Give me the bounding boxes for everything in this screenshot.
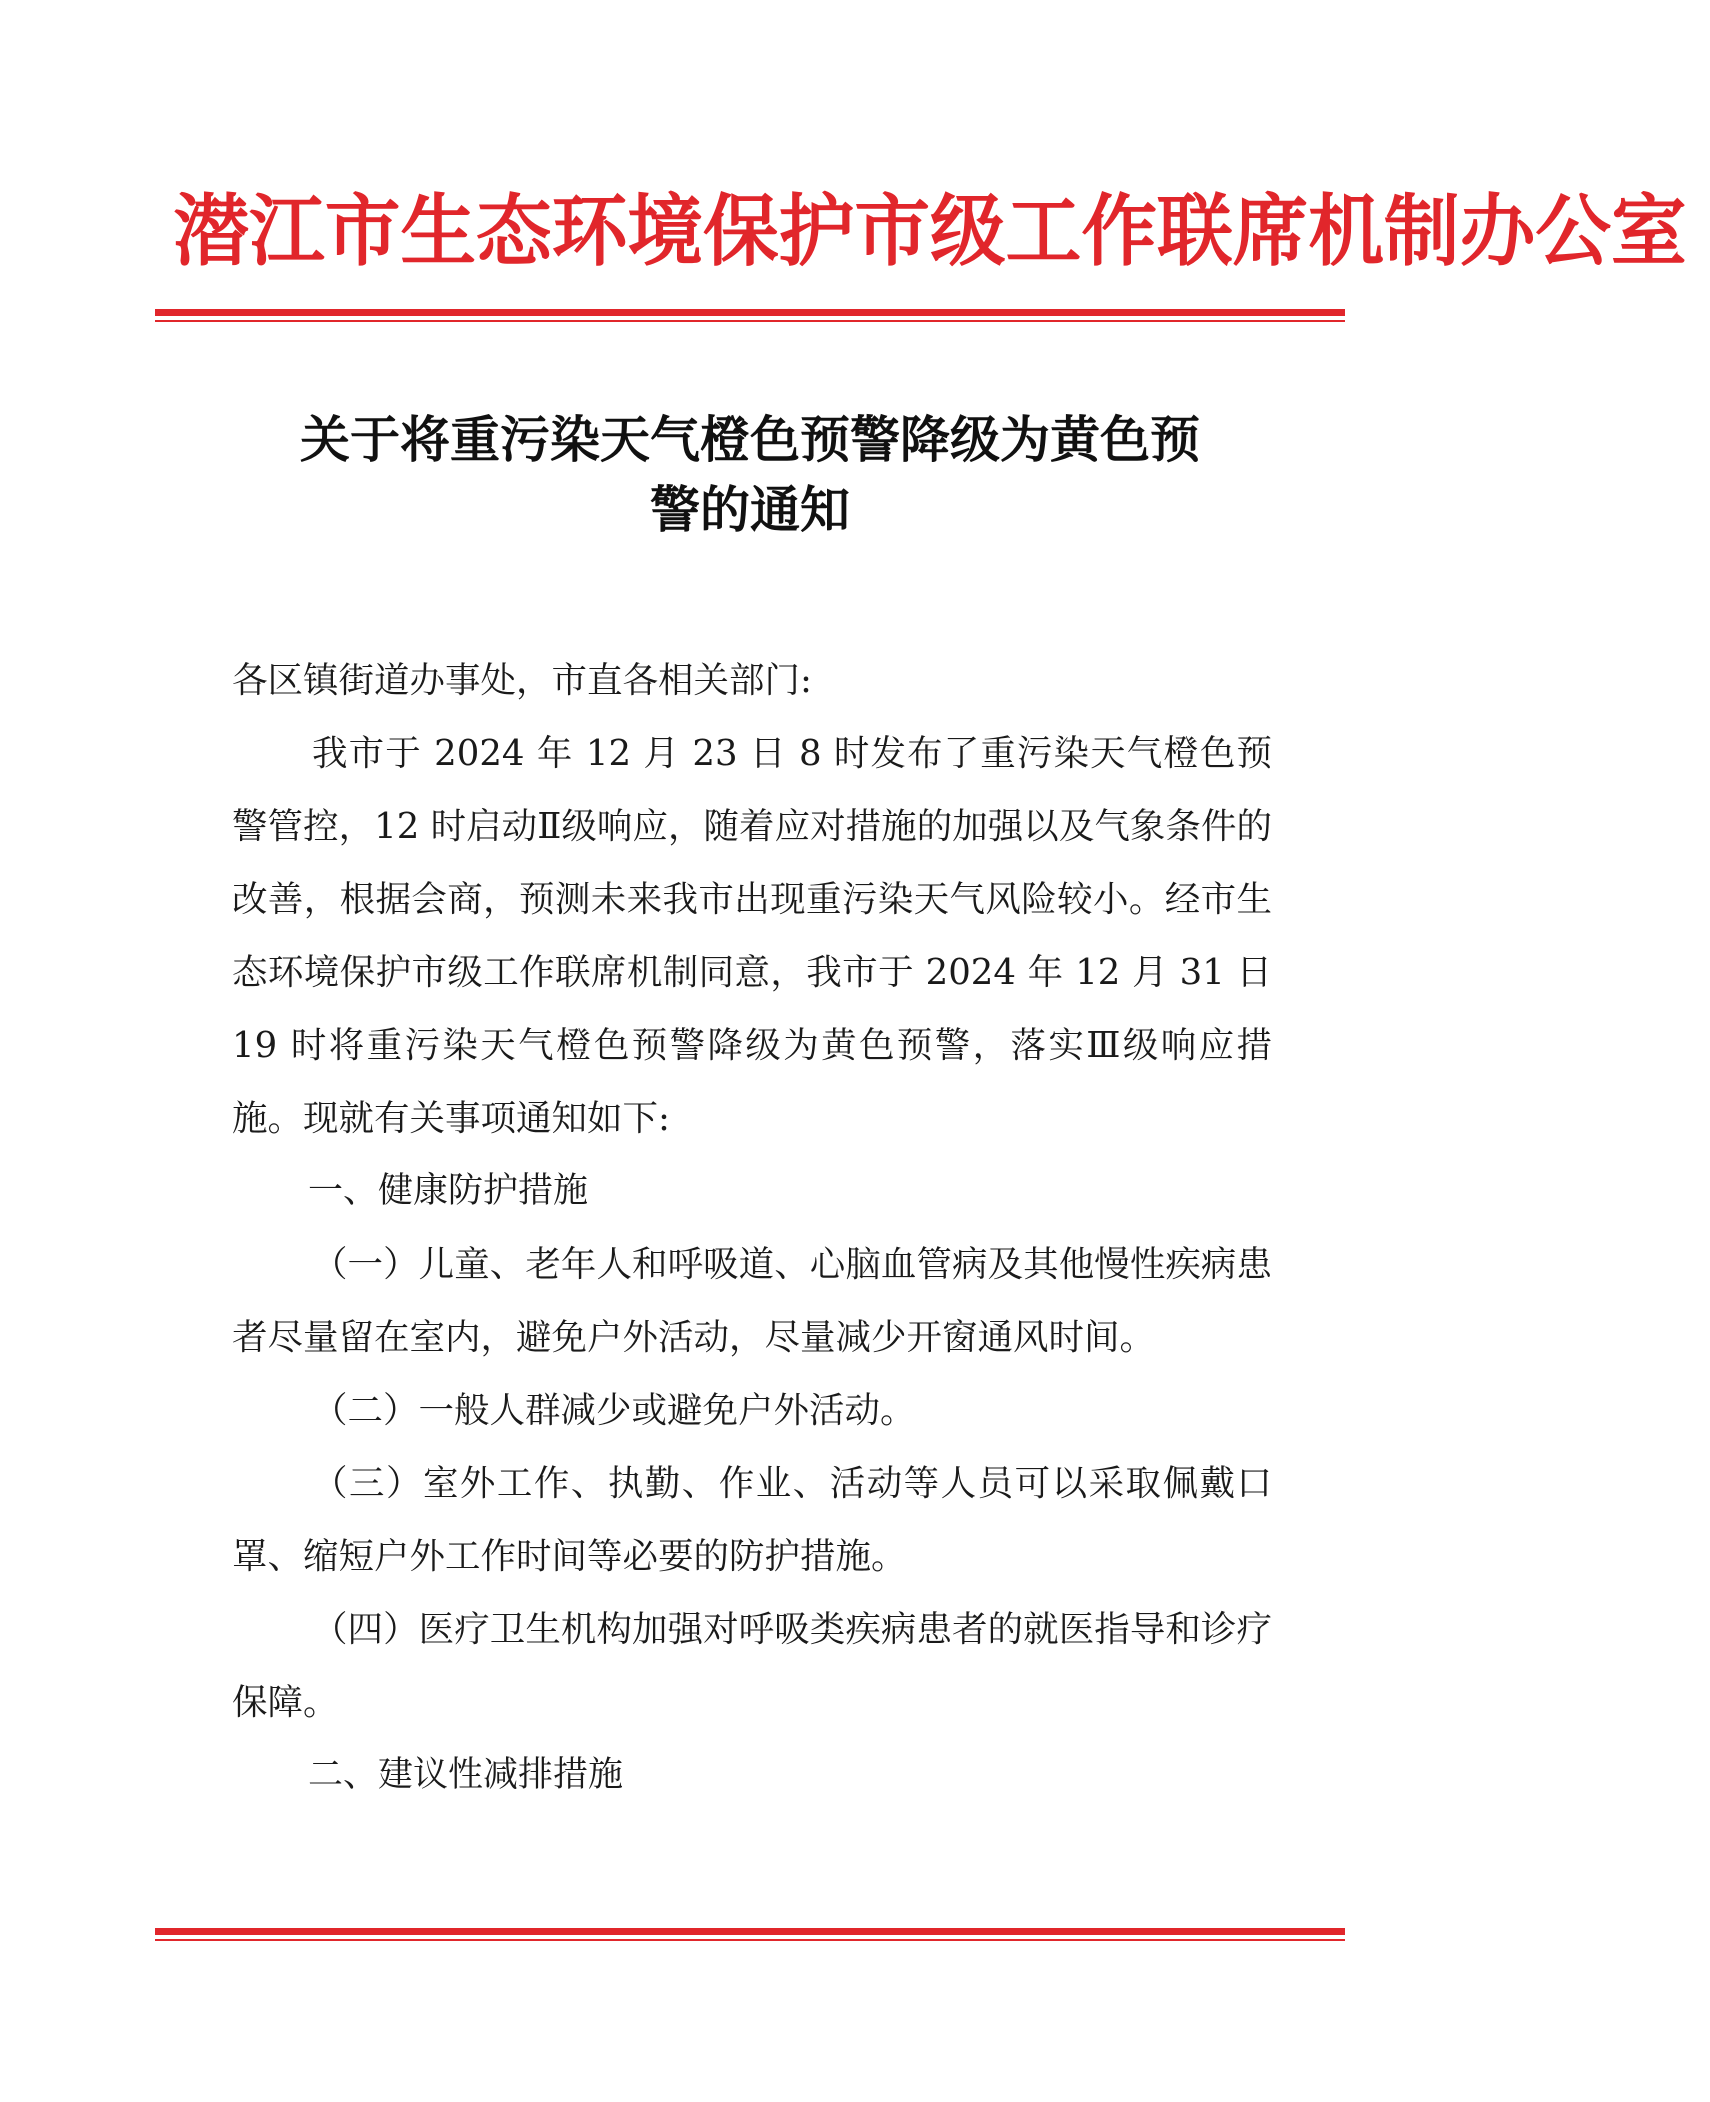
notice-title-line-1: 关于将重污染天气橙色预警降级为黄色预 xyxy=(300,410,1200,469)
section-heading-health: 一、健康防护措施 xyxy=(308,1171,589,1211)
header-red-divider xyxy=(155,309,1345,322)
divider-thin-line xyxy=(155,320,1345,322)
section-heading-emission: 二、建议性减排措施 xyxy=(308,1755,624,1795)
salutation: 各区镇街道办事处，市直各相关部门: xyxy=(232,660,812,701)
health-item-2: （二）一般人群减少或避免户外活动。 xyxy=(312,1390,916,1431)
document-header xyxy=(150,172,1687,302)
notice-body xyxy=(232,644,1272,1812)
footer-divider-thick-line xyxy=(155,1928,1345,1935)
issuing-office-title: 潜江市生态环境保护市级工作联席机制办公室 xyxy=(173,187,1687,277)
notice-title-line-2: 警的通知 xyxy=(650,480,850,539)
health-item-3: （三）室外工作、执勤、作业、活动等人员可以采取佩戴口罩、缩短户外工作时间等必要的防护措施。 xyxy=(232,1463,1272,1577)
footer-divider-thin-line xyxy=(155,1939,1345,1941)
health-item-4: （四）医疗卫生机构加强对呼吸类疾病患者的就医指导和诊疗保障。 xyxy=(232,1609,1272,1723)
notice-title xyxy=(230,405,1270,545)
footer-red-divider xyxy=(155,1928,1345,1941)
intro-paragraph: 我市于 2024 年 12 月 23 日 8 时发布了重污染天气橙色预警管控，12 时启动Ⅱ级响应，随着应对措施的加强以及气象条件的改善，根据会商，预测未来我市出现重污染天气风险较小。经市生态环境保护市级工作联席机制同意，我市于 2024 年 12 月 31 日 19 时将重污染天气橙色预警降级为黄色预警，落实Ⅲ级响应措施。现就有关事项通知如下: xyxy=(232,733,1272,1139)
health-item-1: （一）儿童、老年人和呼吸道、心脑血管病及其他慢性疾病患者尽量留在室内，避免户外活动，尽量减少开窗通风时间。 xyxy=(232,1244,1272,1358)
divider-thick-line xyxy=(155,309,1345,316)
